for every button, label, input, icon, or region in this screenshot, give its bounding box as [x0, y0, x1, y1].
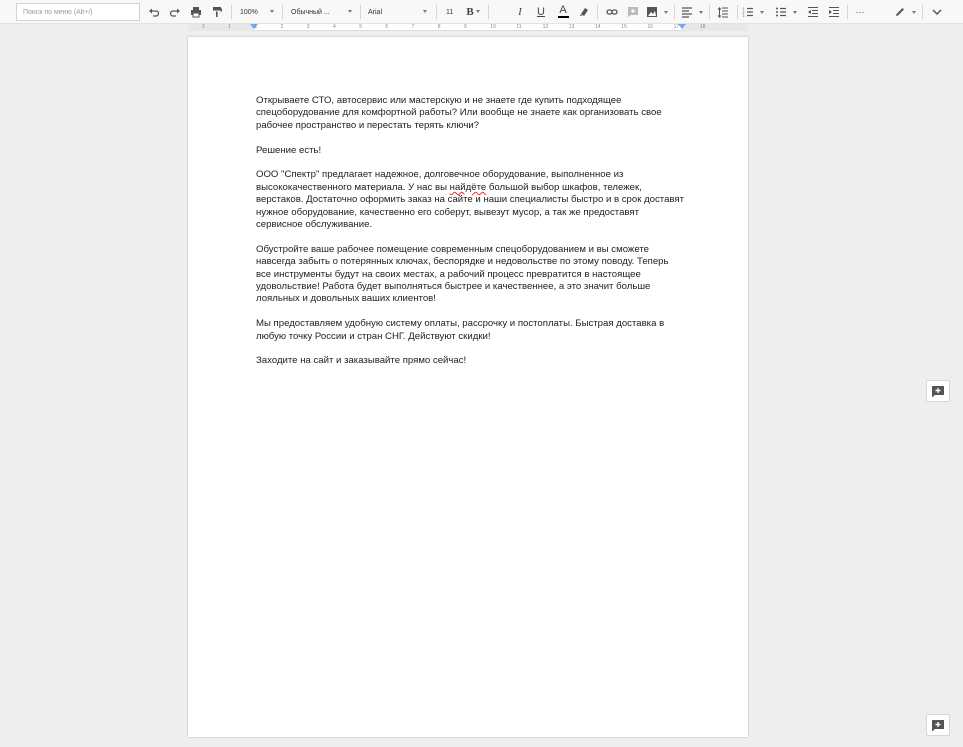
paragraph-1: Открываете СТО, автосервис или мастерскую и не знаете где купить подходящее спецоборудование для комфортной работы? Или вообще не знаете как организовать свое рабочее пространство и перестать терять ключи?	[256, 95, 662, 131]
more-label: ···	[855, 7, 865, 17]
ruler-number: 14	[595, 24, 601, 30]
ruler-number: 5	[359, 24, 362, 30]
ruler-number: 12	[542, 24, 549, 30]
ruler-number: 1	[228, 24, 231, 30]
ruler-number: 3	[306, 24, 310, 30]
ruler-number: 18	[699, 24, 706, 30]
ruler-right-margin	[682, 24, 748, 31]
ruler-number: 1	[254, 24, 258, 30]
italic-label: I	[518, 6, 522, 18]
ruler-number: 15	[621, 24, 627, 30]
document-page[interactable]	[188, 37, 748, 737]
paragraph-4: Обустройте ваше рабочее помещение современным спецоборудованием и вы сможете навсегда забыть о потерянных ключах, беспорядке и недовольстве по этому поводу. Теперь все инструменты будут на своих местах, а рабочий процесс превратится в настоящее удовольствие! Работа будет выполняться быстрее и качественнее, а это значит больше лояльных и довольных ваших клиентов!	[256, 243, 669, 305]
toolbar-divider	[597, 5, 598, 19]
chevron-down-icon	[912, 11, 916, 14]
link-icon[interactable]	[604, 3, 620, 21]
increase-indent-icon[interactable]	[826, 3, 842, 21]
zoom-select[interactable]	[240, 3, 274, 21]
svg-text:2: 2	[742, 10, 745, 15]
toolbar-divider	[847, 5, 848, 19]
ruler-number: 11	[516, 24, 522, 30]
paragraph-5: Мы предоставляем удобную систему оплаты, рассрочку и постоплаты. Быстрая доставка в любую точку России и стран СНГ. Действуют скидки!	[256, 318, 665, 342]
align-left-icon[interactable]	[681, 3, 703, 21]
chevron-down-icon	[793, 11, 797, 14]
bold-button[interactable]	[462, 3, 478, 21]
underline-label: U	[537, 6, 545, 18]
paragraph-3	[256, 169, 686, 231]
toolbar-divider	[488, 5, 489, 19]
paragraph-style-value: Обычный ...	[291, 8, 330, 16]
add-comment-button-bottom[interactable]	[926, 714, 950, 736]
misspelled-word[interactable]: найдёте	[449, 181, 487, 193]
menu-search-input[interactable]: Поиск по меню (Alt+/)	[16, 3, 140, 21]
highlight-icon[interactable]	[576, 3, 592, 21]
insert-image-icon[interactable]	[646, 3, 668, 21]
underline-button[interactable]	[533, 3, 549, 21]
text-color-label: A	[559, 4, 567, 16]
ruler-number: 13	[568, 24, 575, 30]
collapse-toolbar-icon[interactable]	[929, 3, 945, 21]
chevron-down-icon	[760, 11, 764, 14]
paragraph-3-part-2: большой выбор шкафов, тележек, верстаков. Достаточно оформить заказ на сайте и наши специалисты быстро и в срок доставят нужное оборудование, качественно его соберут, вывезут мусор, а так же предоставят сервисное обслуживание.	[256, 181, 684, 231]
ruler-left-margin	[188, 24, 254, 31]
svg-text:1: 1	[742, 7, 745, 11]
undo-icon[interactable]	[146, 3, 162, 21]
ruler-number: 4	[333, 24, 336, 30]
toolbar-divider	[231, 5, 232, 19]
svg-text:3: 3	[742, 14, 745, 18]
ruler-number: 2	[202, 24, 205, 30]
paragraph-6: Заходите на сайт и заказывайте прямо сейчас!	[256, 355, 467, 367]
chevron-down-icon	[699, 11, 703, 14]
text-color-button[interactable]	[555, 3, 571, 21]
text-color-swatch	[558, 16, 569, 18]
chevron-down-icon	[423, 10, 427, 13]
font-select[interactable]	[368, 3, 427, 21]
add-comment-icon	[931, 719, 945, 732]
more-options-button[interactable]	[852, 3, 868, 21]
ruler-number: 7	[411, 24, 415, 30]
print-icon[interactable]	[188, 3, 204, 21]
numbered-list-icon[interactable]	[742, 3, 764, 21]
ruler-number: 6	[385, 24, 389, 30]
toolbar-divider	[737, 5, 738, 19]
ruler-number: 17	[673, 24, 680, 30]
document-body[interactable]	[256, 95, 686, 380]
ruler[interactable]	[188, 24, 748, 33]
bold-label: B	[466, 6, 474, 18]
redo-icon[interactable]	[167, 3, 183, 21]
paragraph-3-part-1: ООО "Спектр" предлагает надежное, долговечное оборудование, выполненное из высококачественного материала. У нас вы	[256, 169, 624, 193]
paragraph-style-select[interactable]	[291, 3, 352, 21]
editing-mode-icon[interactable]	[894, 3, 916, 21]
ruler-number: 8	[437, 24, 441, 30]
ruler-bar	[188, 24, 748, 31]
toolbar-divider	[922, 5, 923, 19]
line-spacing-icon[interactable]	[715, 3, 731, 21]
paint-format-icon[interactable]	[209, 3, 225, 21]
add-comment-button[interactable]	[926, 380, 950, 402]
italic-button[interactable]	[512, 3, 528, 21]
ruler-number: 9	[464, 24, 467, 30]
chevron-down-icon	[270, 10, 274, 13]
font-value: Arial	[368, 8, 383, 16]
toolbar	[0, 0, 963, 24]
bulleted-list-icon[interactable]	[775, 3, 797, 21]
toolbar-divider	[674, 5, 675, 19]
ruler-number: 10	[490, 24, 496, 30]
toolbar-divider	[360, 5, 361, 19]
toolbar-divider	[282, 5, 283, 19]
ruler-number: 2	[280, 24, 284, 30]
chevron-down-icon	[664, 11, 668, 14]
zoom-value: 100%	[240, 8, 258, 16]
toolbar-divider	[436, 5, 437, 19]
paragraph-2: Решение есть!	[256, 144, 322, 156]
decrease-indent-icon[interactable]	[805, 3, 821, 21]
toolbar-divider	[709, 5, 710, 19]
chevron-down-icon	[348, 10, 352, 13]
ruler-number: 16	[647, 24, 653, 30]
font-size-value: 11	[446, 8, 454, 16]
add-comment-icon	[931, 385, 945, 398]
add-comment-icon[interactable]	[625, 3, 641, 21]
right-indent-marker[interactable]	[678, 24, 686, 29]
